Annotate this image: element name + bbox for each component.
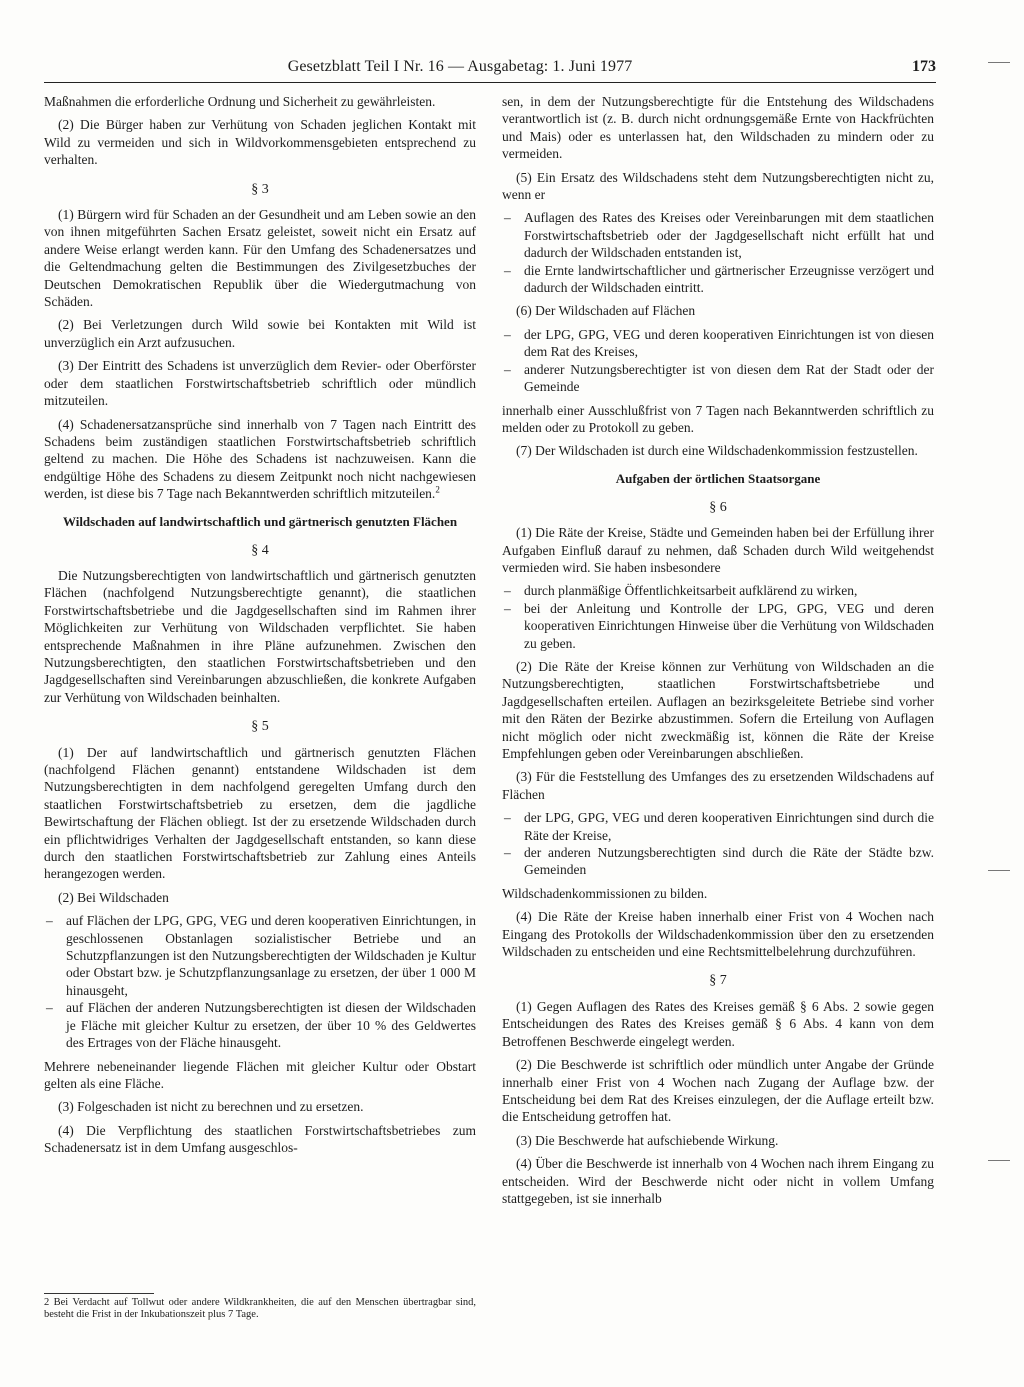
paragraph: Die Nutzungsberechtigten von landwirtschaftlich und gärtnerisch genutzten Flächen (nachfolgend Nutzungsberechtigte genannt), die staatlichen Forstwirtschaftsbetriebe und die Jagdgesellschaften sind im Rahmen ihrer Möglichkeiten zur Verhütung von Wildschaden verpflichtet. Sie haben entsprechende Maßnahmen in ihre Pläne aufzunehmen. Zwischen den Nutzungsberechtigten, den staatlichen Forstwirtschaftsbetrieben und den Jagdgesellschaften sind Vereinbarungen abzuschließen, die konkrete Aufgaben zur Verhütung von Wildschaden beinhalten. <box>44 567 476 705</box>
section-number: § 3 <box>251 181 269 197</box>
dash-list <box>44 912 476 1051</box>
section-number: § 6 <box>709 499 727 515</box>
section-number: § 5 <box>251 719 269 735</box>
paragraph: Wildschadenkommissionen zu bilden. <box>502 885 708 901</box>
paragraph-text: (4) Schadenersatzansprüche sind innerhalb von 7 Tagen nach Eintritt des Schadens beim zuständigen staatlichen Forstwirtschaftsbetrieb schriftlich geltend zu machen. Die Höhe des Schadens ist nachzuweisen. Kann die endgültige Höhe des Schadens zu diesem Zeitpunkt noch nicht nachgewiesen werden, ist diese bis 7 Tage nach Bekanntwerden schriftlich mitzuteilen. <box>44 416 476 502</box>
header-rule <box>44 82 936 83</box>
margin-mark <box>988 62 1010 63</box>
paragraph: Maßnahmen die erforderliche Ordnung und Sicherheit zu gewährleisten. <box>44 94 436 109</box>
dash-list <box>502 209 934 296</box>
paragraph: (4) Die Räte der Kreise haben innerhalb einer Frist von 4 Wochen nach Eingang des Protokolls der Wildschadenkommission über den zu ersetzenden Wildschaden zu entscheiden und eine Rechtsmittelbelehrung durchzuführen. <box>502 909 934 960</box>
paragraph: sen, in dem der Nutzungsberechtigte für die Entstehung des Wildschadens verantwortlich ist (z. B. durch nicht ordnungsgemäße Ernte von Hackfrüchten und Mais) oder es unterlassen hat, den Wildschaden zu mindern oder zu vermeiden. <box>502 94 934 162</box>
page-header <box>44 56 936 84</box>
section-number: § 7 <box>709 973 727 989</box>
paragraph: (1) Gegen Auflagen des Rates des Kreises gemäß § 6 Abs. 2 sowie gegen Entscheidungen des Rates des Kreises gemäß § 6 Abs. 4 kann von dem Betroffenen Beschwerde eingelegt werden. <box>502 998 934 1049</box>
paragraph: innerhalb einer Ausschlußfrist von 7 Tagen nach Bekanntwerden schriftlich zu melden oder zu Protokoll zu geben. <box>502 402 934 435</box>
section-heading: Aufgaben der örtlichen Staatsorgane <box>615 470 821 486</box>
paragraph: (4) Die Verpflichtung des staatlichen Forstwirtschaftsbetriebes zum Schadenersatz ist in dem Umfang ausgeschlos- <box>44 1122 476 1156</box>
paragraph: (4) Über die Beschwerde ist innerhalb von 4 Wochen nach ihrem Eingang zu entscheiden. Wird der Beschwerde nicht oder nicht in vollem Umfang stattgegeben, ist sie innerhalb <box>502 1156 934 1206</box>
list-item: – die Ernte landwirtschaftlicher und gärtnerischer Erzeugnisse verzögert und dadurch der Wildschaden eintritt. <box>502 262 934 297</box>
dash-list <box>502 582 934 652</box>
footnote-marker: 2 <box>435 484 440 495</box>
paragraph: (3) Der Eintritt des Schadens ist unverzüglich dem Revier- oder Oberförster oder dem staatlichen Forstwirtschaftsbetrieb schriftlich oder mündlich mitzuteilen. <box>44 358 476 409</box>
paragraph: (2) Die Bürger haben zur Verhütung von Schaden jeglichen Kontakt mit Wild zu vermeiden und sich in Wildvorkommensgebieten entsprechend zu verhalten. <box>44 117 476 168</box>
paragraph: (5) Ein Ersatz des Wildschadens steht dem Nutzungsberechtigten nicht zu, wenn er <box>502 169 934 203</box>
paragraph: (3) Folgeschaden ist nicht zu berechnen und zu ersetzen. <box>58 1099 364 1115</box>
paragraph: (3) Die Beschwerde hat aufschiebende Wirkung. <box>516 1132 779 1148</box>
paragraph: (2) Die Räte der Kreise können zur Verhütung von Wildschaden an die Nutzungsberechtigten, staatlichen Forstwirtschaftsbetriebe und Jagdgesellschaften erteilen. Auflagen an bezirksgeleitete Betriebe sind vorher mit den Räten der Bezirke abzustimmen. Sofern die Erteilung von Auflagen nicht möglich oder nicht zweckmäßig ist, können die Räte der Kreise Empfehlungen geben oder Vereinbarungen abschließen. <box>502 658 934 761</box>
paragraph: (3) Für die Feststellung des Umfanges des zu ersetzenden Wildschadens auf Flächen <box>502 769 934 802</box>
list-item: – Auflagen des Rates des Kreises oder Vereinbarungen mit dem staatlichen Forstwirtschaftsbetrieb oder der Jagdgesellschaft nicht erfüllt hat und dadurch der Wildschaden entstanden ist, <box>502 209 934 261</box>
list-item: – bei der Anleitung und Kontrolle der LPG, GPG, VEG und deren kooperativen Einrichtungen Hinweise über die Verhütung von Wildschaden zu geben. <box>502 600 934 652</box>
paragraph: (2) Bei Verletzungen durch Wild sowie bei Kontakten mit Wild ist unverzüglich ein Arzt aufzusuchen. <box>44 317 476 350</box>
dash-list <box>502 326 934 396</box>
footnote-rule <box>44 1293 154 1294</box>
footnote: 2 Bei Verdacht auf Tollwut oder andere Wildkrankheiten, die auf den Menschen übertragbar sind, besteht die Frist in der Inkubationszeit plus 7 Tage. <box>44 1297 476 1320</box>
list-item: – der anderen Nutzungsberechtigten sind durch die Räte der Städte bzw. Gemeinden <box>502 844 934 879</box>
paragraph: (2) Bei Wildschaden <box>58 889 169 905</box>
right-column <box>502 93 934 1213</box>
paragraph: (1) Der auf landwirtschaftlich und gärtnerisch genutzten Flächen (nachfolgend Flächen genannt) entstandene Wildschaden ist dem Nutzungsberechtigten in dem nachfolgend geregelten Umfang durch den staatlichen Forstwirtschaftsbetrieb zu ersetzen, dem die jagdliche Bewirtschaftung der Flächen obliegt. Ist der zu ersetzende Wildschaden durch ein pflichtwidriges Verhalten der Jagdgesellschaft entstanden, so kann diese durch den staatlichen Forstwirtschaftsbetrieb zur Zahlung eines Anteils herangezogen werden. <box>44 744 476 882</box>
list-item: – der LPG, GPG, VEG und deren kooperativen Einrichtungen ist von diesen dem Rat des Kreises, <box>502 326 934 361</box>
paragraph: Mehrere nebeneinander liegende Flächen mit gleicher Kultur oder Obstart gelten als eine Fläche. <box>44 1058 476 1091</box>
paragraph-with-footnote <box>44 416 476 503</box>
list-item: – auf Flächen der LPG, GPG, VEG und deren kooperativen Einrichtungen, in geschlossenen Obstanlagen sozialistischer Betriebe und an Schutzpflanzungen ist den Nutzungsberechtigten der Wildschaden je Kultur oder Obstart bzw. je Schutzpflanzungsanlage zu ersetzen, der über 1 000 M hinausgeht, <box>44 912 476 999</box>
list-item: – anderer Nutzungsberechtigter ist von diesen dem Rat der Stadt oder der Gemeinde <box>502 361 934 396</box>
paragraph: (1) Die Räte der Kreise, Städte und Gemeinden haben bei der Erfüllung ihrer Aufgaben Einfluß darauf zu nehmen, daß Schaden durch Wild weitgehendst vermieden wird. Sie haben insbesondere <box>502 525 934 575</box>
paragraph: (7) Der Wildschaden ist durch eine Wildschadenkommission festzustellen. <box>516 443 918 459</box>
section-number: § 4 <box>251 542 269 558</box>
paragraph: (6) Der Wildschaden auf Flächen <box>516 303 696 319</box>
paragraph: (1) Bürgern wird für Schaden an der Gesundheit und am Leben sowie an den von ihnen mitgeführten Sachen Ersatz geleistet, soweit nicht ein Ersatz auf andere Weise erlangt werden kann. Für den Umfang des Schadenersatzes und die Geltendmachung gelten die Bestimmungen des Zivilgesetzbuches der Deutschen Demokratischen Republik über die Wiedergutmachung von Schäden. <box>44 207 476 310</box>
header-title: Gesetzblatt Teil I Nr. 16 — Ausgabetag: 1. Juni 1977 <box>287 58 633 75</box>
margin-mark <box>988 870 1010 871</box>
list-item: – der LPG, GPG, VEG und deren kooperativen Einrichtungen sind durch die Räte der Kreise, <box>502 809 934 844</box>
list-item: – auf Flächen der anderen Nutzungsberechtigten ist diesen der Wildschaden je Fläche mit gleicher Kultur zu ersetzen, der über 10 % des Geldwertes des Ertrages von der Fläche hinausgeht. <box>44 999 476 1051</box>
list-item: – durch planmäßige Öffentlichkeitsarbeit aufklärend zu wirken, <box>502 582 934 599</box>
section-heading: Wildschaden auf landwirtschaftlich und gärtnerisch genutzten Flächen <box>62 513 458 529</box>
margin-mark <box>988 1160 1010 1161</box>
page-number: 173 <box>912 58 936 75</box>
dash-list <box>502 809 934 879</box>
paragraph: (2) Die Beschwerde ist schriftlich oder mündlich unter Angabe der Gründe innerhalb einer Frist von 4 Wochen nach Zugang der Auflage bzw. der Entscheidung bei dem Rat des Kreises einzulegen, der die Auflage erteilt bzw. die Entscheidung getroffen hat. <box>502 1057 934 1125</box>
left-column <box>44 93 476 1163</box>
